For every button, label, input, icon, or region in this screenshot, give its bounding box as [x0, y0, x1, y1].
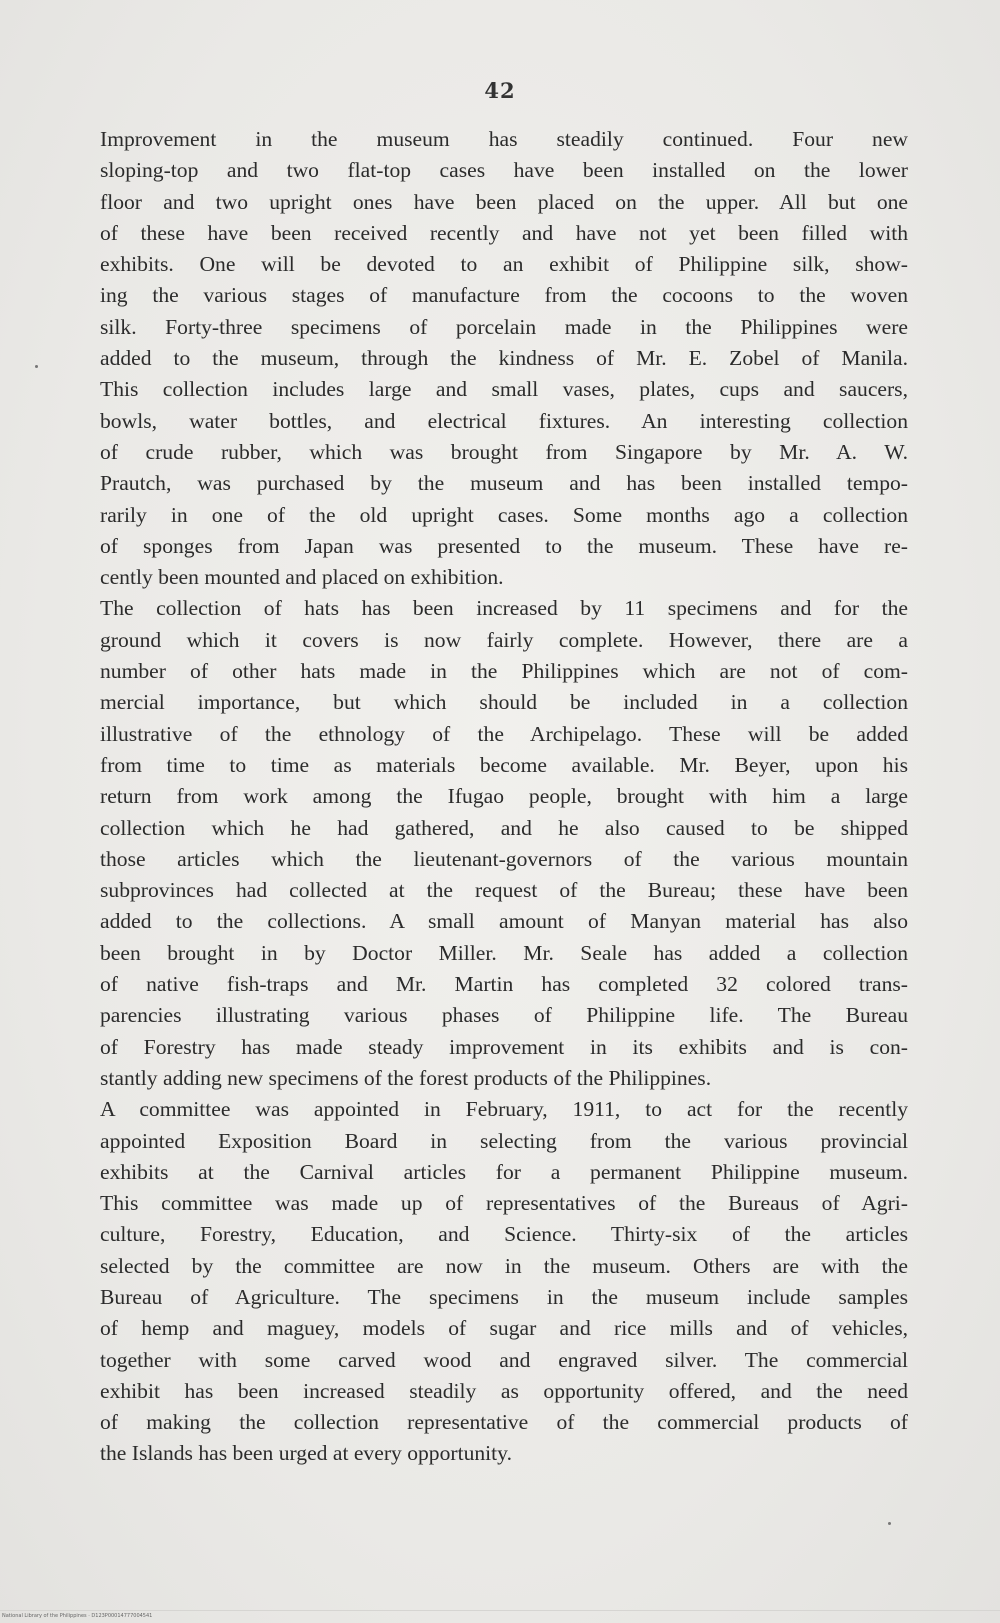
text-line: This committee was made up of representatives of the Bureaus of Agri-: [100, 1191, 908, 1216]
text-line: exhibit has been increased steadily as opportunity offered, and the need: [100, 1378, 908, 1403]
body-text: [100, 124, 908, 1470]
text-line: return from work among the Ifugao people, brought with him a large: [100, 784, 908, 809]
text-line: culture, Forestry, Education, and Science. Thirty-six of the articles: [100, 1222, 908, 1247]
text-line: been brought in by Doctor Miller. Mr. Seale has added a collection: [100, 940, 908, 965]
text-line: This collection includes large and small vases, plates, cups and saucers,: [100, 377, 908, 402]
scan-edge: [0, 1610, 1000, 1611]
text-line: selected by the committee are now in the museum. Others are with the: [100, 1253, 908, 1278]
text-line: exhibits. One will be devoted to an exhibit of Philippine silk, show-: [100, 252, 908, 277]
text-line: exhibits at the Carnival articles for a permanent Philippine museum.: [100, 1159, 908, 1184]
text-line: of Forestry has made steady improvement in its exhibits and is con-: [100, 1034, 908, 1059]
text-line: bowls, water bottles, and electrical fixtures. An interesting collection: [100, 408, 908, 433]
text-line: silk. Forty-three specimens of porcelain made in the Philippines were: [100, 314, 908, 339]
text-line: ground which it covers is now fairly complete. However, there are a: [100, 627, 908, 652]
page-number: 42: [484, 78, 516, 103]
text-line: of native fish-traps and Mr. Martin has completed 32 colored trans-: [100, 972, 908, 997]
text-line: Prautch, was purchased by the museum and has been installed tempo-: [100, 471, 908, 496]
text-line: added to the museum, through the kindness of Mr. E. Zobel of Manila.: [100, 346, 908, 371]
text-line: parencies illustrating various phases of Philippine life. The Bureau: [100, 1003, 908, 1028]
text-line: A committee was appointed in February, 1911, to act for the recently: [100, 1097, 908, 1122]
text-line: collection which he had gathered, and he also caused to be shipped: [100, 815, 908, 840]
text-line: added to the collections. A small amount of Manyan material has also: [100, 909, 908, 934]
text-line: of making the collection representative of the commercial products of: [100, 1410, 908, 1435]
text-line: of sponges from Japan was presented to the museum. These have re-: [100, 533, 908, 558]
ink-speck: [888, 1522, 891, 1525]
text-line: Bureau of Agriculture. The specimens in the museum include samples: [100, 1284, 908, 1309]
text-line: The collection of hats has been increased by 11 specimens and for the: [100, 596, 908, 621]
text-line: rarily in one of the old upright cases. Some months ago a collection: [100, 502, 908, 527]
text-line: sloping-top and two flat-top cases have been installed on the lower: [100, 158, 908, 183]
text-line: subprovinces had collected at the request of the Bureau; these have been: [100, 878, 908, 903]
text-line: of hemp and maguey, models of sugar and rice mills and of vehicles,: [100, 1316, 908, 1341]
text-line: Improvement in the museum has steadily continued. Four new: [100, 127, 908, 151]
text-line: together with some carved wood and engraved silver. The commercial: [100, 1347, 908, 1372]
text-line: of crude rubber, which was brought from Singapore by Mr. A. W.: [100, 439, 908, 464]
text-line: floor and two upright ones have been placed on the upper. All but one: [100, 189, 908, 214]
text-line: illustrative of the ethnology of the Archipelago. These will be added: [100, 721, 908, 746]
text-line: cently been mounted and placed on exhibition.: [100, 565, 504, 590]
text-line: of these have been received recently and have not yet been filled with: [100, 220, 908, 245]
text-line: ing the various stages of manufacture from the cocoons to the woven: [100, 283, 908, 308]
text-line: number of other hats made in the Philippines which are not of com-: [100, 659, 908, 684]
text-line: from time to time as materials become available. Mr. Beyer, upon his: [100, 752, 908, 777]
text-line: the Islands has been urged at every opportunity.: [100, 1441, 512, 1466]
text-line: mercial importance, but which should be included in a collection: [100, 690, 908, 715]
ink-speck: [35, 365, 38, 368]
text-line: those articles which the lieutenant-governors of the various mountain: [100, 846, 908, 871]
text-line: appointed Exposition Board in selecting from the various provincial: [100, 1128, 908, 1153]
text-line: stantly adding new specimens of the forest products of the Philippines.: [100, 1065, 712, 1090]
footer-note: National Library of the Philippines · D123P00014777004541: [2, 1613, 153, 1619]
